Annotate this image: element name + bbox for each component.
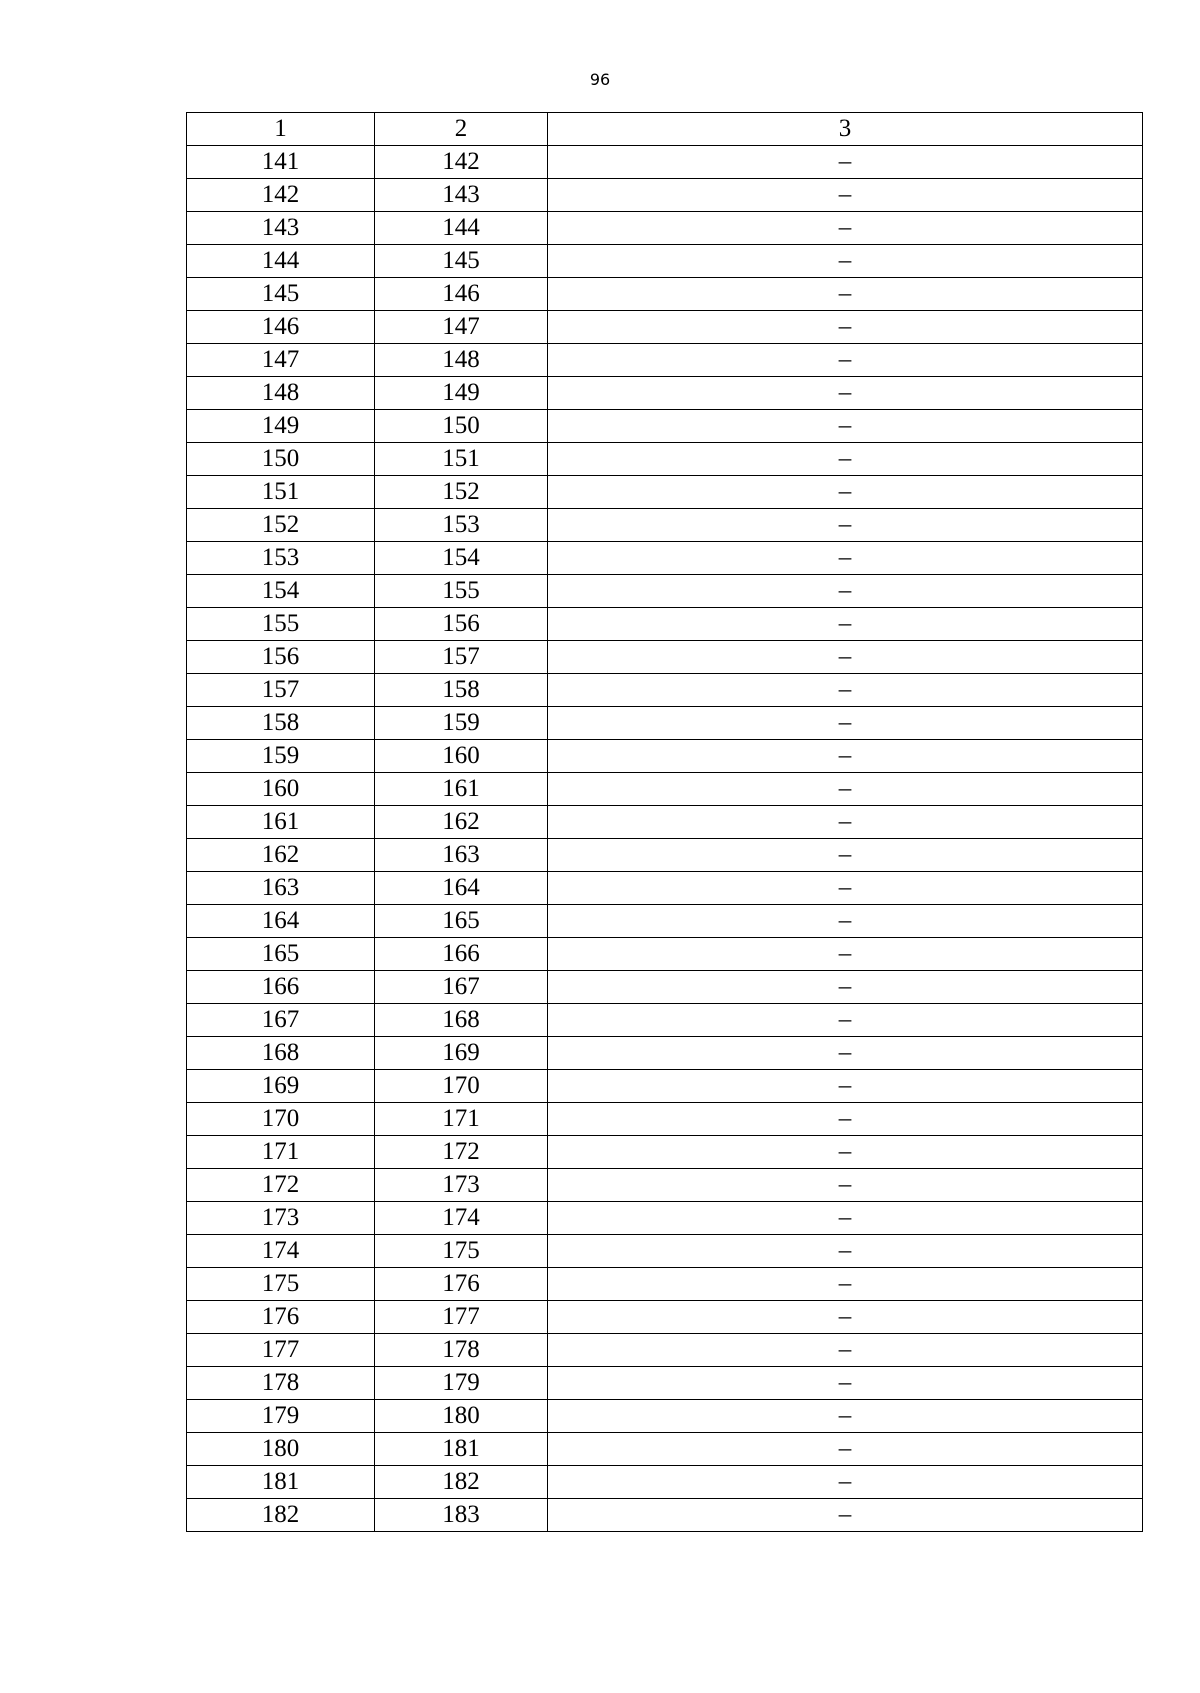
table-row (187, 1334, 1143, 1367)
table-row (187, 707, 1143, 740)
table-cell-col-2: 165 (375, 905, 548, 938)
table-cell-col-2: 180 (375, 1400, 548, 1433)
table-cell-col-3: – (548, 1268, 1143, 1301)
table-cell-col-3: – (548, 608, 1143, 641)
table-row (187, 806, 1143, 839)
table-cell-col-1: 178 (187, 1367, 375, 1400)
table-cell-col-1: 161 (187, 806, 375, 839)
table-cell-col-3: – (548, 377, 1143, 410)
table-cell-col-3: – (548, 1103, 1143, 1136)
table-cell-col-2: 153 (375, 509, 548, 542)
table-cell-col-3: – (548, 740, 1143, 773)
table-cell-col-3: – (548, 1367, 1143, 1400)
table-cell-col-2: 158 (375, 674, 548, 707)
table-cell-col-2: 170 (375, 1070, 548, 1103)
table-row (187, 674, 1143, 707)
table-cell-col-2: 169 (375, 1037, 548, 1070)
table-row (187, 1268, 1143, 1301)
table-cell-col-3: – (548, 674, 1143, 707)
table-cell-col-1: 162 (187, 839, 375, 872)
table-cell-col-1: 154 (187, 575, 375, 608)
table-row (187, 608, 1143, 641)
table-row (187, 971, 1143, 1004)
table-cell-col-3: – (548, 410, 1143, 443)
table-cell-col-1: 159 (187, 740, 375, 773)
table-cell-col-1: 146 (187, 311, 375, 344)
table-cell-col-3: – (548, 839, 1143, 872)
table-cell-col-1: 180 (187, 1433, 375, 1466)
table-cell-col-1: 165 (187, 938, 375, 971)
table-cell-col-2: 163 (375, 839, 548, 872)
table-cell-col-1: 176 (187, 1301, 375, 1334)
table-cell-col-3: – (548, 1400, 1143, 1433)
table-row (187, 938, 1143, 971)
table-cell-col-3: – (548, 278, 1143, 311)
table-cell-col-3: – (548, 1466, 1143, 1499)
table-body (187, 113, 1143, 1532)
table-cell-col-3: – (548, 971, 1143, 1004)
table-cell-col-1: 164 (187, 905, 375, 938)
table-row (187, 278, 1143, 311)
table-cell-col-1: 145 (187, 278, 375, 311)
table-cell-col-2: 159 (375, 707, 548, 740)
table-cell-col-2: 173 (375, 1169, 548, 1202)
table-cell-col-3: – (548, 1202, 1143, 1235)
table-row (187, 1037, 1143, 1070)
table-row (187, 443, 1143, 476)
table-row (187, 410, 1143, 443)
table-cell-col-1: 168 (187, 1037, 375, 1070)
table-cell-col-1: 175 (187, 1268, 375, 1301)
table-cell-col-3: – (548, 212, 1143, 245)
table-cell-col-1: 148 (187, 377, 375, 410)
table-cell-col-3: – (548, 1070, 1143, 1103)
table-row (187, 245, 1143, 278)
table-row (187, 740, 1143, 773)
table-cell-col-3: – (548, 443, 1143, 476)
table-row (187, 179, 1143, 212)
table-cell-col-2: 148 (375, 344, 548, 377)
table-cell-col-2: 143 (375, 179, 548, 212)
table-row (187, 641, 1143, 674)
table-cell-col-2: 175 (375, 1235, 548, 1268)
table-cell-col-3: – (548, 1433, 1143, 1466)
table-cell-col-2: 155 (375, 575, 548, 608)
table-cell-col-3: – (548, 1037, 1143, 1070)
table-cell-col-2: 157 (375, 641, 548, 674)
table-cell-col-2: 145 (375, 245, 548, 278)
table-cell-col-1: 141 (187, 146, 375, 179)
table-cell-col-1: 173 (187, 1202, 375, 1235)
table-row (187, 1136, 1143, 1169)
table-cell-col-2: 167 (375, 971, 548, 1004)
table-cell-col-3: – (548, 542, 1143, 575)
table-row (187, 905, 1143, 938)
table-cell-col-2: 179 (375, 1367, 548, 1400)
table-cell-col-2: 142 (375, 146, 548, 179)
table-cell-col-1: 155 (187, 608, 375, 641)
table-cell-col-3: – (548, 1301, 1143, 1334)
table-row (187, 1103, 1143, 1136)
table-cell-col-3: – (548, 806, 1143, 839)
table-cell-col-2: 183 (375, 1499, 548, 1532)
header-cell-1: 1 (187, 113, 375, 146)
table-cell-col-3: – (548, 344, 1143, 377)
table-cell-col-1: 147 (187, 344, 375, 377)
table-row (187, 377, 1143, 410)
table-row (187, 1301, 1143, 1334)
table-cell-col-3: – (548, 179, 1143, 212)
table-cell-col-2: 177 (375, 1301, 548, 1334)
table-cell-col-1: 177 (187, 1334, 375, 1367)
table-row (187, 146, 1143, 179)
table-row (187, 542, 1143, 575)
table-row (187, 311, 1143, 344)
table-cell-col-2: 150 (375, 410, 548, 443)
table-cell-col-1: 142 (187, 179, 375, 212)
table-cell-col-1: 171 (187, 1136, 375, 1169)
table-cell-col-1: 167 (187, 1004, 375, 1037)
table-cell-col-2: 147 (375, 311, 548, 344)
table-cell-col-2: 144 (375, 212, 548, 245)
table-cell-col-2: 172 (375, 1136, 548, 1169)
page-number: 96 (589, 70, 611, 89)
table-cell-col-2: 178 (375, 1334, 548, 1367)
table-cell-col-1: 157 (187, 674, 375, 707)
table-row (187, 1235, 1143, 1268)
table-row (187, 509, 1143, 542)
table-cell-col-3: – (548, 146, 1143, 179)
table-row (187, 1433, 1143, 1466)
table-cell-col-3: – (548, 938, 1143, 971)
table-cell-col-2: 168 (375, 1004, 548, 1037)
table-cell-col-1: 160 (187, 773, 375, 806)
table-cell-col-2: 164 (375, 872, 548, 905)
table-cell-col-3: – (548, 641, 1143, 674)
table-cell-col-3: – (548, 1136, 1143, 1169)
table-row (187, 575, 1143, 608)
table-cell-col-1: 143 (187, 212, 375, 245)
table-row (187, 1367, 1143, 1400)
table-cell-col-3: – (548, 1499, 1143, 1532)
table-row (187, 839, 1143, 872)
table-cell-col-2: 171 (375, 1103, 548, 1136)
table-cell-col-1: 166 (187, 971, 375, 1004)
table-cell-col-2: 181 (375, 1433, 548, 1466)
table-cell-col-1: 172 (187, 1169, 375, 1202)
table-cell-col-3: – (548, 905, 1143, 938)
table-cell-col-3: – (548, 1334, 1143, 1367)
header-cell-3: 3 (548, 113, 1143, 146)
table-cell-col-3: – (548, 245, 1143, 278)
table-cell-col-1: 144 (187, 245, 375, 278)
table-cell-col-1: 163 (187, 872, 375, 905)
table-row (187, 1499, 1143, 1532)
table-row (187, 1400, 1143, 1433)
table-cell-col-1: 169 (187, 1070, 375, 1103)
table-cell-col-2: 166 (375, 938, 548, 971)
table-cell-col-1: 158 (187, 707, 375, 740)
table-row (187, 212, 1143, 245)
table-cell-col-2: 156 (375, 608, 548, 641)
table-cell-col-1: 181 (187, 1466, 375, 1499)
table-cell-col-3: – (548, 707, 1143, 740)
table-cell-col-2: 152 (375, 476, 548, 509)
table-row (187, 476, 1143, 509)
table-cell-col-2: 160 (375, 740, 548, 773)
table-cell-col-2: 154 (375, 542, 548, 575)
table-cell-col-3: – (548, 1235, 1143, 1268)
table-cell-col-2: 176 (375, 1268, 548, 1301)
table-header-row (187, 113, 1143, 146)
table-row (187, 872, 1143, 905)
table-cell-col-1: 149 (187, 410, 375, 443)
table-cell-col-1: 153 (187, 542, 375, 575)
header-cell-2: 2 (375, 113, 548, 146)
table-cell-col-2: 149 (375, 377, 548, 410)
table-cell-col-3: – (548, 773, 1143, 806)
table-cell-col-1: 152 (187, 509, 375, 542)
table-cell-col-2: 151 (375, 443, 548, 476)
table-cell-col-2: 161 (375, 773, 548, 806)
table-cell-col-2: 146 (375, 278, 548, 311)
table-cell-col-2: 182 (375, 1466, 548, 1499)
table-cell-col-2: 162 (375, 806, 548, 839)
table-cell-col-1: 156 (187, 641, 375, 674)
table-cell-col-3: – (548, 509, 1143, 542)
table-cell-col-1: 151 (187, 476, 375, 509)
table-cell-col-1: 174 (187, 1235, 375, 1268)
table-row (187, 1169, 1143, 1202)
table-cell-col-2: 174 (375, 1202, 548, 1235)
table-row (187, 1070, 1143, 1103)
table-cell-col-3: – (548, 872, 1143, 905)
table-cell-col-1: 150 (187, 443, 375, 476)
table-cell-col-3: – (548, 1169, 1143, 1202)
table-cell-col-3: – (548, 311, 1143, 344)
table-cell-col-1: 170 (187, 1103, 375, 1136)
table-cell-col-3: – (548, 575, 1143, 608)
data-table (186, 112, 1143, 1532)
table-row (187, 1466, 1143, 1499)
table-row (187, 344, 1143, 377)
table-cell-col-1: 182 (187, 1499, 375, 1532)
table-cell-col-3: – (548, 476, 1143, 509)
table-row (187, 773, 1143, 806)
table-cell-col-3: – (548, 1004, 1143, 1037)
table-row (187, 1004, 1143, 1037)
table-row (187, 1202, 1143, 1235)
table-cell-col-1: 179 (187, 1400, 375, 1433)
